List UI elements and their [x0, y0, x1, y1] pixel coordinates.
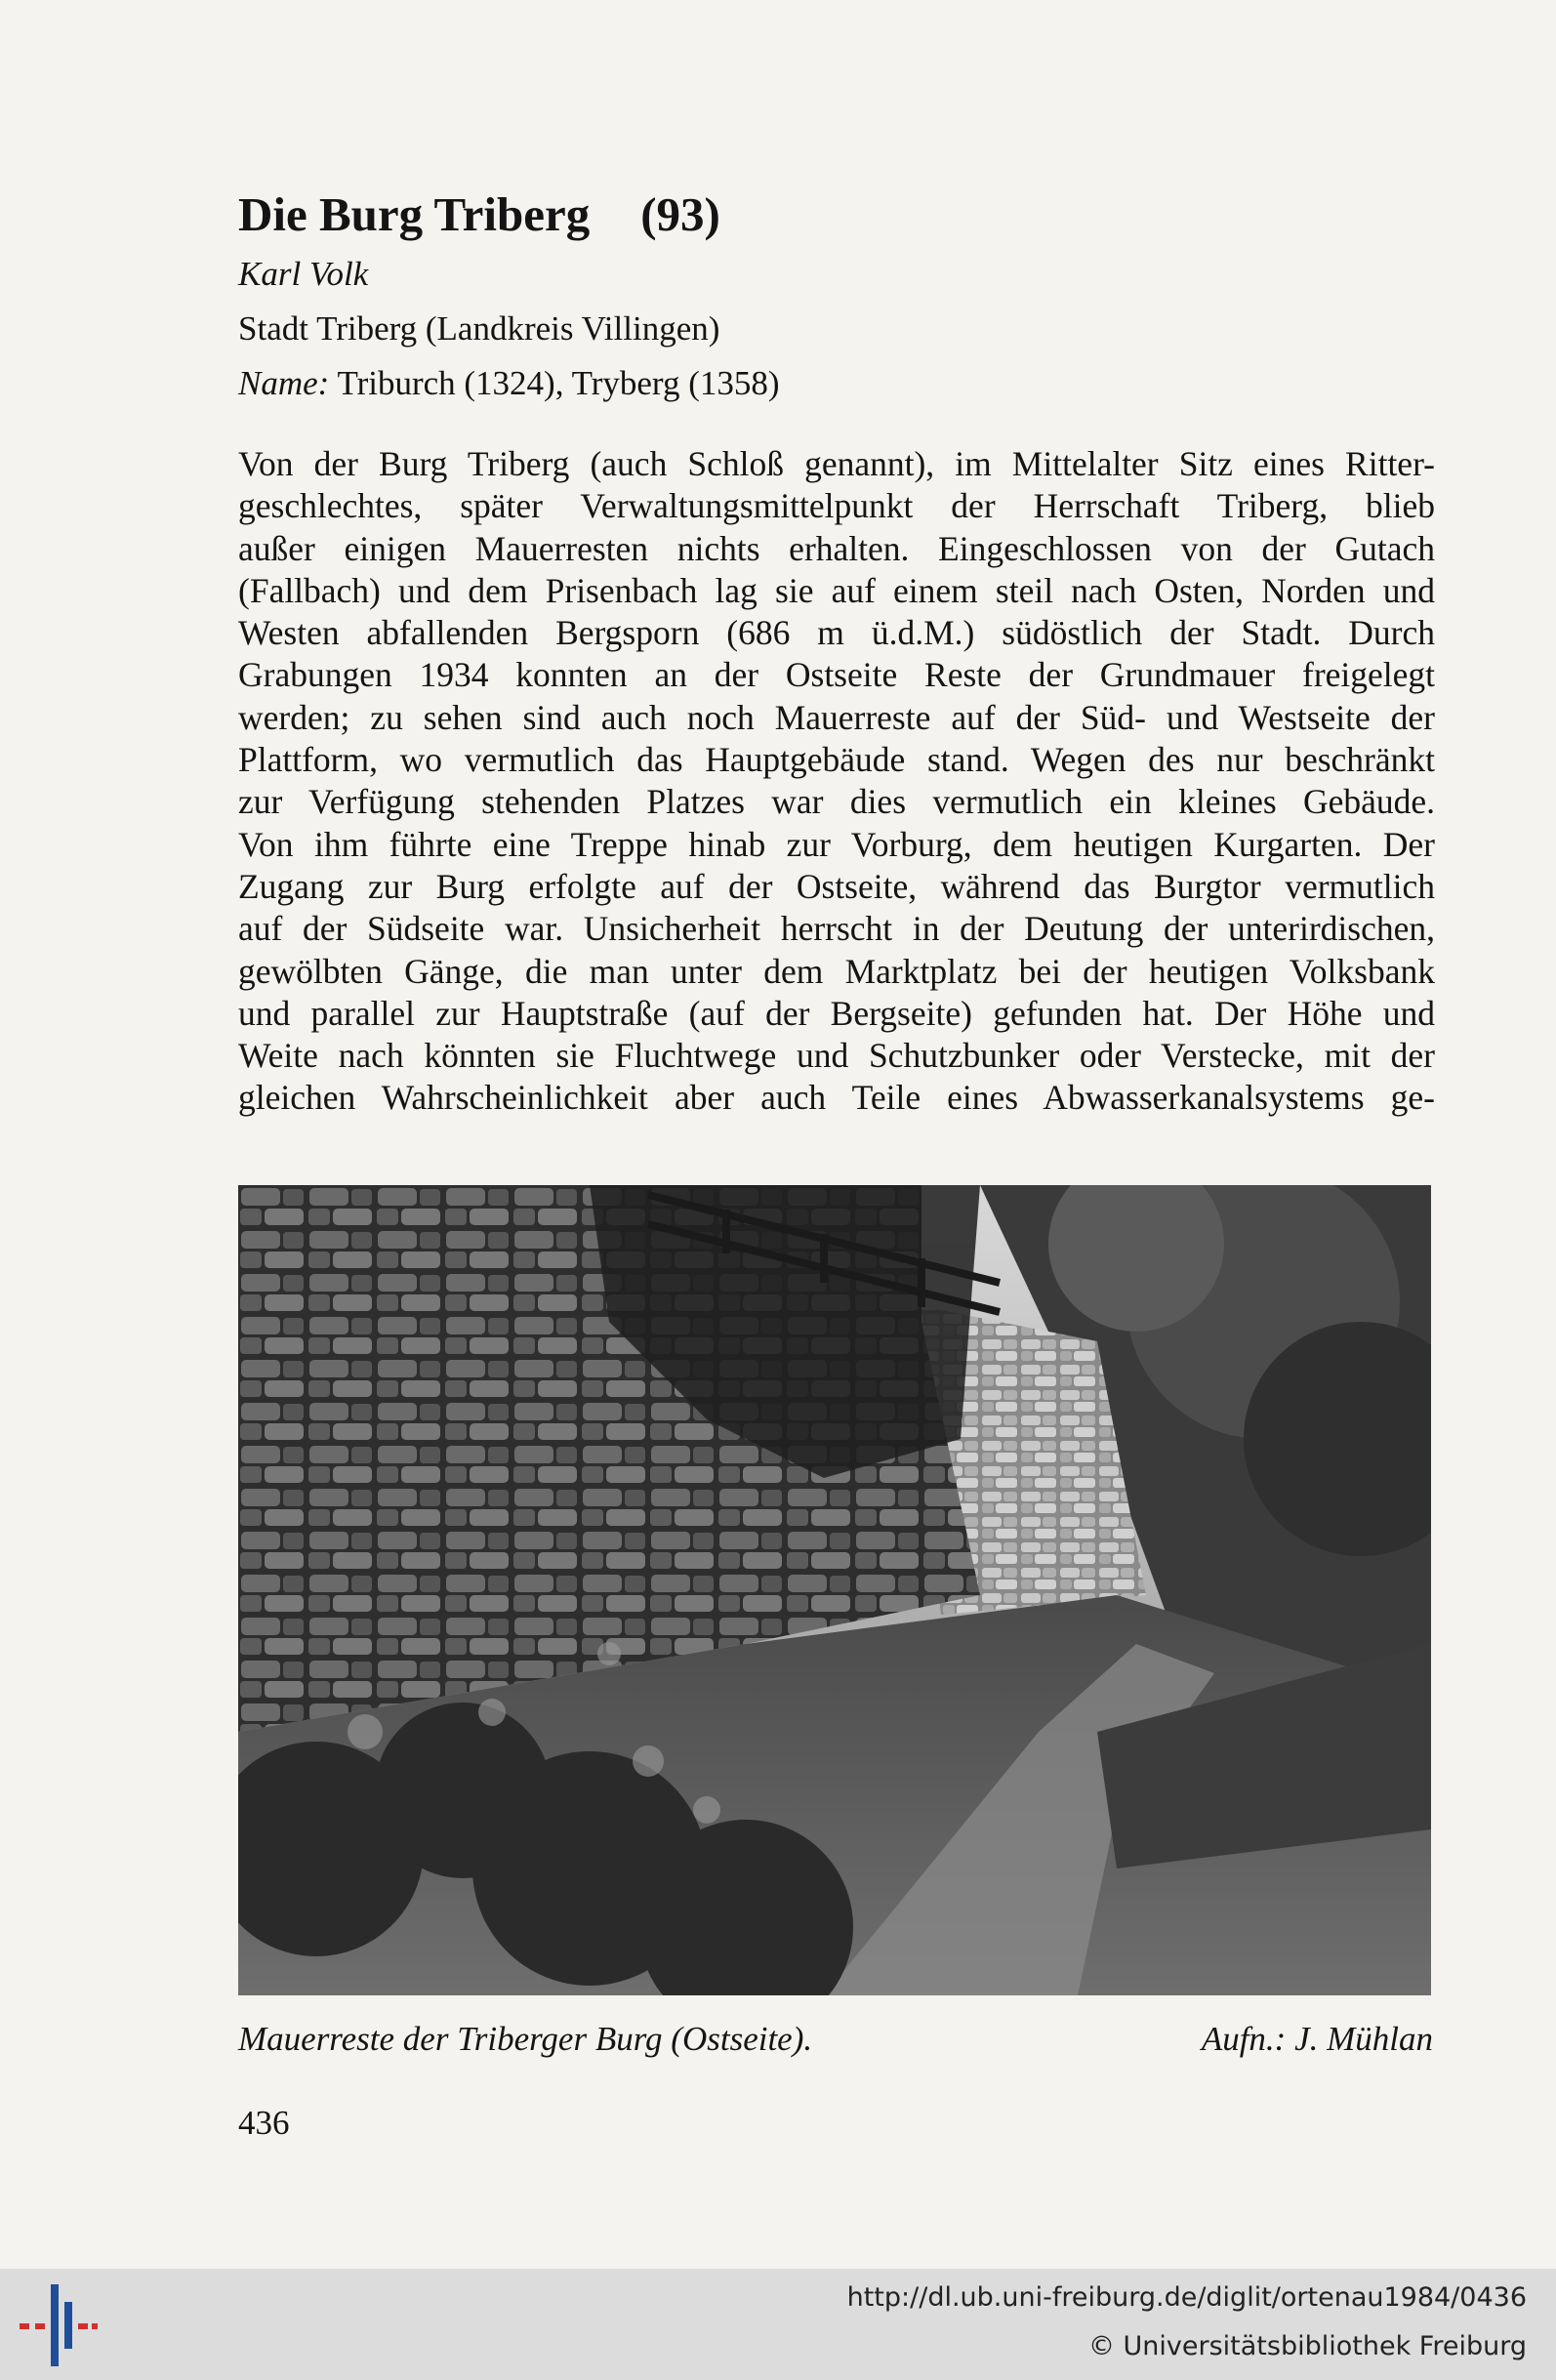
article-number: (93): [640, 187, 720, 241]
library-logo-icon: [20, 2284, 98, 2366]
article-author: Karl Volk: [238, 255, 369, 293]
body-line: Plattform, wo vermutlich das Hauptgebäude stand. Wegen des nur beschränkt: [238, 740, 1435, 780]
body-line: werden; zu sehen sind auch noch Mauerreste auf der Süd- und Westseite der: [238, 697, 1435, 737]
body-line: außer einigen Mauerresten nichts erhalten. Eingeschlossen von der Gutach: [238, 528, 1435, 568]
article-location: Stadt Triberg (Landkreis Villingen): [238, 309, 720, 348]
photo-credit: Aufn.: J. Mühlan: [1201, 2020, 1433, 2058]
name-value: Triburch (1324), Tryberg (1358): [337, 364, 780, 402]
source-url[interactable]: http://dl.ub.uni-freiburg.de/diglit/ortenau1984/0436: [846, 2282, 1527, 2313]
article-title: [238, 185, 720, 244]
body-line: gleichen Wahrscheinlichkeit aber auch Teile eines Abwasserkanalsystems ge-: [238, 1078, 1435, 1118]
article-title-text: Die Burg Triberg: [238, 187, 591, 241]
copyright-notice: © Universitätsbibliothek Freiburg: [1087, 2331, 1527, 2361]
body-line: Grabungen 1934 konnten an der Ostseite Reste der Grundmauer freigelegt: [238, 655, 1435, 695]
body-line: Von der Burg Triberg (auch Schloß genannt), im Mittelalter Sitz eines Ritter-: [238, 444, 1435, 483]
body-line: Weite nach könnten sie Fluchtwege und Schutzbunker oder Verstecke, mit der: [238, 1036, 1435, 1076]
library-footer: [0, 2269, 1556, 2380]
name-label: Name:: [238, 364, 330, 402]
body-line: auf der Südseite war. Unsicherheit herrscht in der Deutung der unterirdischen,: [238, 909, 1435, 949]
castle-ruins-photo: [238, 1185, 1431, 1995]
body-line: gewölbten Gänge, die man unter dem Marktplatz bei der heutigen Volksbank: [238, 951, 1435, 991]
article-name-row: [238, 361, 780, 406]
body-line: Zugang zur Burg erfolgte auf der Ostseite, während das Burgtor vermutlich: [238, 866, 1435, 906]
body-line: zur Verfügung stehenden Platzes war dies vermutlich ein kleines Gebäude.: [238, 782, 1435, 822]
body-line: geschlechtes, später Verwaltungsmittelpunkt der Herrschaft Triberg, blieb: [238, 486, 1435, 526]
body-line: Westen abfallenden Bergsporn (686 m ü.d.M.) südöstlich der Stadt. Durch: [238, 613, 1435, 653]
body-paragraph: [238, 443, 1435, 1120]
body-line: Von ihm führte eine Treppe hinab zur Vorburg, dem heutigen Kurgarten. Der: [238, 824, 1435, 864]
body-line: (Fallbach) und dem Prisenbach lag sie auf einem steil nach Osten, Norden und: [238, 570, 1435, 610]
figure-caption: Mauerreste der Triberger Burg (Ostseite).: [238, 2020, 813, 2058]
page-number: 436: [238, 2104, 290, 2142]
body-line: und parallel zur Hauptstraße (auf der Bergseite) gefunden hat. Der Höhe und: [238, 993, 1435, 1033]
